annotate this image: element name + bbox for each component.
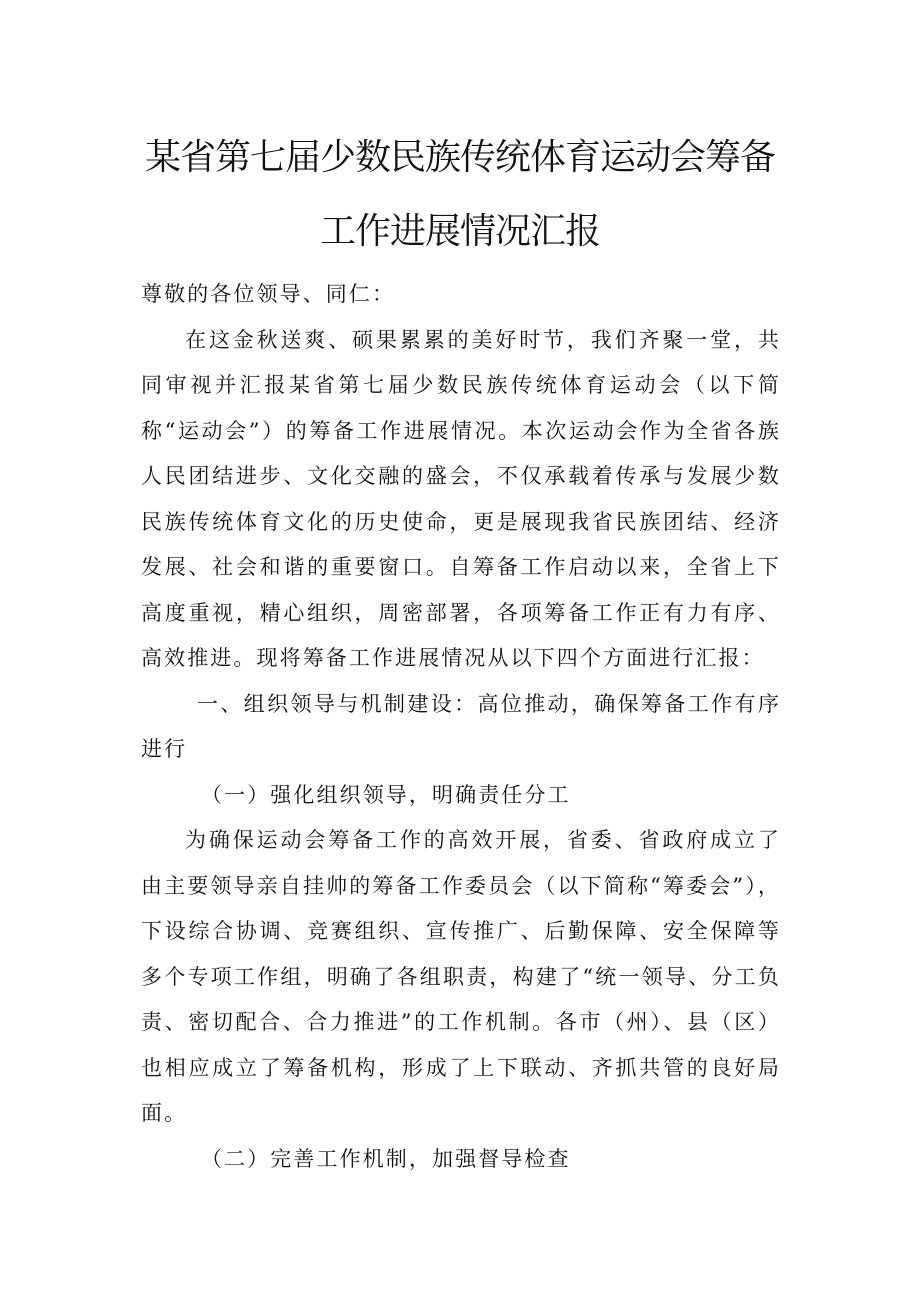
subsection-1-heading: （一）强化组织领导，明确责任分工	[201, 782, 571, 807]
document-title-line-1: 某省第七届少数民族传统体育运动会筹备	[144, 137, 775, 178]
subsection-2-heading: （二）完善工作机制，加强督导检查	[201, 1146, 571, 1171]
document-body	[141, 272, 781, 1182]
intro-paragraph: 在这金秋送爽、硕果累累的美好时节，我们齐聚一堂，共同审视并汇报某省第七届少数民族传统体育运动会（以下简称“运动会”）的筹备工作进展情况。本次运动会作为全省各族人民团结进步、文化交融的盛会，不仅承载着传承与发展少数民族传统体育文化的历史使命，更是展现我省民族团结、经济发展、社会和谐的重要窗口。自筹备工作启动以来，全省上下高度重视，精心组织，周密部署，各项筹备工作正有力有序、高效推进。现将筹备工作进展情况从以下四个方面进行汇报：	[141, 327, 781, 670]
subsection-1-paragraph: 为确保运动会筹备工作的高效开展，省委、省政府成立了由主要领导亲自挂帅的筹备工作委员会（以下简称“筹委会”），下设综合协调、竞赛组织、宣传推广、后勤保障、安全保障等多个专项工作组，明确了各组职责，构建了“统一领导、分工负责、密切配合、合力推进”的工作机制。各市（州）、县（区）也相应成立了筹备机构，形成了上下联动、齐抓共管的良好局面。	[141, 828, 781, 1125]
salutation: 尊敬的各位领导、同仁：	[141, 282, 396, 306]
section-1-heading: 一、组织领导与机制建设：高位推动，确保筹备工作有序进行	[141, 691, 781, 761]
document-title-line-2: 工作进展情况汇报	[319, 211, 600, 252]
